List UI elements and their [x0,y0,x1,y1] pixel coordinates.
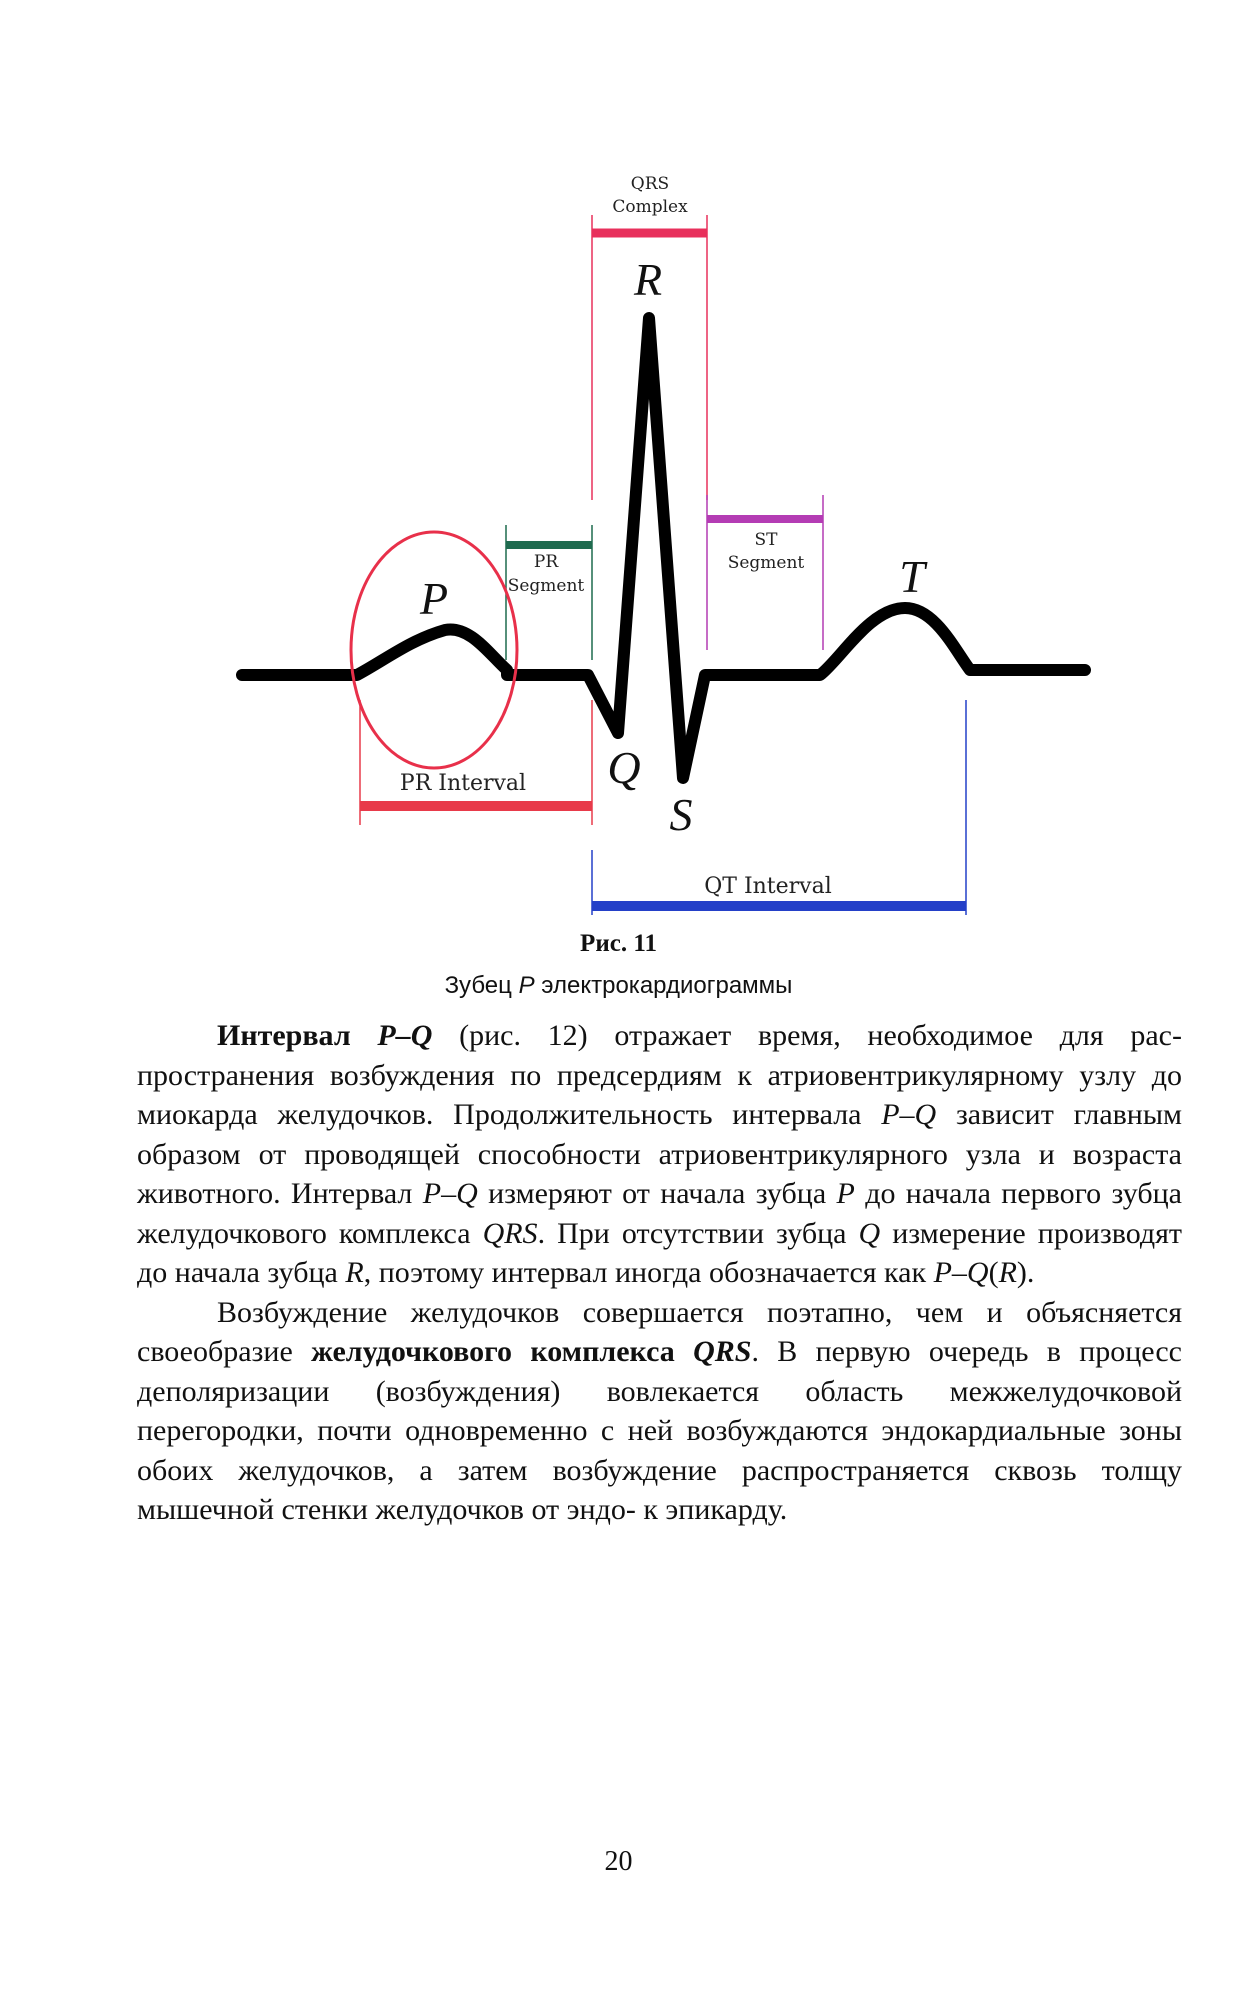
paragraph-2 [137,1293,1182,1530]
caption-italic: P [518,972,535,999]
pr-interval-bracket [360,700,592,825]
figure-number: Рис. 11 [580,930,657,957]
text-span: до начала первого зубца желудочкового комплекса [137,1177,1182,1250]
italic-span: QRS [482,1216,538,1250]
text-span: ). [1016,1256,1035,1289]
st-segment-label-line1: ST [754,530,778,550]
wave-q-label: Q [607,742,641,793]
wave-s-label: S [669,789,693,840]
text-span: Возбуждение желудочков совершается поэтапно, чем и объясняется своеобразие [137,1295,1182,1368]
italic-span: P–Q [933,1256,989,1289]
qrs-label-line2: Complex [612,197,688,217]
caption-prefix: Зубец [444,972,519,999]
pr-segment-label-line2: Segment [507,576,585,596]
pr-interval-label: PR Interval [399,771,527,796]
wave-t-label: T [899,551,925,602]
text-span: . В первую очередь в процесс деполяризации (возбуждения) вовлекается область межжелудочковой перегородки, почти одновременно с ней возбуждаются эндокардиальные зоны обоих желудочков, а затем возбуждение распространяется сквозь толщу мышечной стенки желудочков от эндо- к эпикарду. [137,1335,1182,1526]
body-text [137,1016,1182,1530]
text-span: (рис. 12) отражает время, необходимое для распространения возбуждения по предсердиям к атриовентрикулярному узлу до миокарда желудочков. Продолжительность интервала [137,1019,1182,1131]
qrs-label-line1: QRS [630,174,670,194]
pr-segment-bracket [506,525,592,660]
term-ventricular-complex: желудочкового комплекса [311,1335,694,1368]
pr-segment-label-line1: PR [533,552,559,572]
italic-span: Q [858,1216,881,1250]
ecg-trace [242,318,1085,778]
term-interval: Интервал [217,1019,378,1052]
term-qrs: QRS [693,1335,752,1368]
qt-interval-label: QT Interval [704,874,832,899]
term-pq: P–Q [377,1019,433,1052]
text-span: ( [988,1256,999,1289]
wave-r-label: R [633,254,663,305]
paragraph-1 [137,1016,1182,1293]
italic-span: R [345,1256,364,1289]
st-segment-label-line2: Segment [727,553,805,573]
st-segment-bracket [707,495,823,650]
page-number: 20 [604,1846,633,1877]
text-span: . При отсутствии зубца [537,1216,859,1250]
ecg-figure [0,0,1237,930]
italic-span: P [836,1177,855,1210]
wave-p-label: P [419,573,449,624]
text-span: измеряют от начала зубца [477,1177,837,1210]
qt-interval-bracket [592,700,966,915]
italic-span: P–Q [881,1098,937,1131]
italic-span: P–Q [422,1177,478,1210]
text-span: измерение производят до начала зубца [137,1216,1183,1289]
italic-span: R [998,1256,1017,1289]
text-span: , поэтому интервал иногда обозначается как [363,1256,934,1289]
text-span: зависит главным образом от проводящей способности атриовентрикулярного узла и возраста животного. Интервал [137,1098,1182,1210]
caption-suffix: электрокардиограммы [534,972,793,999]
figure-caption [0,972,1237,1000]
